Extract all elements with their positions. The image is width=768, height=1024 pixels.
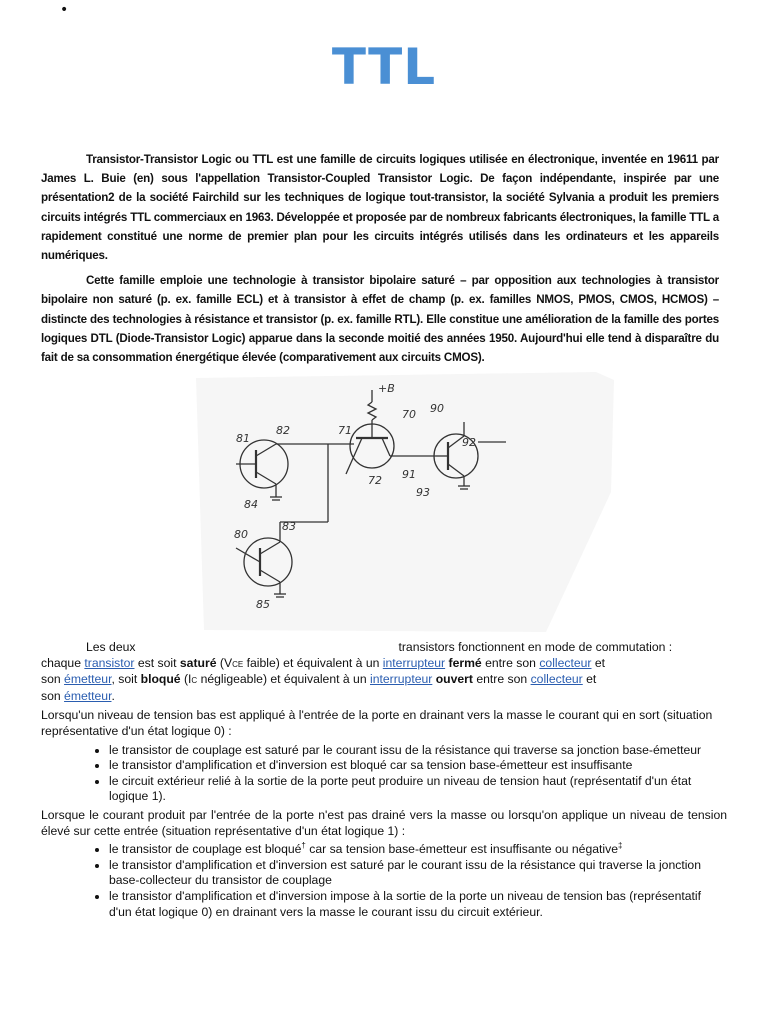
body-paragraph-3: Lorsque le courant produit par l'entrée de la porte n'est pas drainé vers la masse ou lorsqu'on applique un niveau de tension élevé sur cette entrée (situation représentative d'un état logique 1) : bbox=[41, 807, 727, 838]
list-item: • le transistor d'amplification et d'inversion impose à la sortie de la porte un niveau de tension bas (représentatif d'un état logique 0) en drainant vers la masse le courant issu du circuit extérieur. bbox=[109, 889, 727, 920]
p1-text: son bbox=[41, 688, 61, 703]
label-92: 92 bbox=[462, 436, 476, 449]
p1-text: (V bbox=[219, 655, 233, 670]
label-93: 93 bbox=[416, 486, 430, 499]
label-71: 71 bbox=[338, 424, 352, 437]
label-85: 85 bbox=[256, 598, 270, 611]
p1-bold-ouvert: ouvert bbox=[435, 672, 473, 687]
list-item: • le transistor de couplage est saturé par le courant issu de la résistance qui traverse sa jonction base-émetteur bbox=[109, 743, 727, 759]
link-emetteur[interactable]: émetteur bbox=[64, 672, 112, 687]
intro-paragraph-1: Transistor-Transistor Logic ou TTL est une famille de circuits logiques utilisée en électronique, inventée en 19611 par James L. Buie (en) sous l'appellation Transistor-Coupled Transistor Logic. De façon indépendante, inspirée par une présentation2 de la société Fairchild sur les techniques de logique tout-transistor, la société Sylvania a produit les premiers circuits intégrés TTL commerciaux en 1963. Développée et proposée par de nombreux fabricants électroniques, la famille TTL a rapidement constitué une norme de premier plan pour les circuits intégrés utilisés dans les ordinateurs et les appareils numériques. bbox=[41, 153, 719, 263]
label-72: 72 bbox=[368, 474, 382, 487]
body-p1-after-gap: transistors fonctionnent en mode de commutation : bbox=[398, 640, 673, 654]
label-90: 90 bbox=[430, 402, 444, 415]
link-transistor[interactable]: transistor bbox=[84, 655, 135, 670]
p1-text: est soit bbox=[137, 655, 177, 670]
p1-text: (I bbox=[183, 672, 192, 687]
list-item: • le transistor d'amplification et d'inversion est saturé par le courant issu de la résistance qui traverse la jonction base-collecteur du transistor de couplage bbox=[109, 858, 727, 889]
body-p1-start: Les deux bbox=[86, 640, 136, 654]
list-item bbox=[109, 842, 727, 858]
p1-text: chaque bbox=[41, 655, 81, 670]
link-collecteur[interactable]: collecteur bbox=[530, 672, 583, 687]
p1-text: faible) et équivalent à un bbox=[246, 655, 380, 670]
list-state-1 bbox=[41, 842, 727, 920]
p1-bold-sature: saturé bbox=[179, 655, 217, 670]
stray-bullet: • bbox=[60, 2, 69, 18]
body-paragraph-2: Lorsqu'un niveau de tension bas est appliqué à l'entrée de la porte en drainant vers la masse le courant qui en sort (situation représentative d'un état logique 0) : bbox=[41, 708, 713, 738]
body-paragraph-1 bbox=[41, 656, 727, 705]
body-paragraph-1-line-1 bbox=[41, 640, 727, 656]
p1-text: son bbox=[41, 672, 61, 687]
intro-paragraph-2: Cette famille emploie une technologie à transistor bipolaire saturé – par opposition aux technologies à transistor bipolaire non saturé (p. ex. famille ECL) et à transistor à effet de champ (p. ex. familles NMOS, PMOS, CMOS, HCMOS) – distincte des technologies à résistance et transistor (p. ex. famille RTL). Elle constitue une amélioration de la famille des portes logiques DTL (Diode-Transistor Logic) apparue dans la seconde moitié des années 1950. Aujourd'hui elle tend à disparaître du fait de sa consommation énergétique élevée (comparativement aux circuits CMOS). bbox=[41, 274, 719, 365]
ttl-circuit-diagram bbox=[196, 372, 616, 634]
label-supply: +B bbox=[378, 382, 395, 395]
link-interrupteur[interactable]: interrupteur bbox=[370, 672, 433, 687]
subscript-c: C bbox=[191, 676, 198, 686]
label-82: 82 bbox=[276, 424, 290, 437]
p1-text: , soit bbox=[111, 672, 138, 687]
page-title: TTL bbox=[331, 38, 437, 96]
p1-text: négligeable) et équivalent à un bbox=[200, 672, 367, 687]
label-91: 91 bbox=[402, 468, 416, 481]
footnote-double-dagger: ‡ bbox=[617, 841, 623, 851]
label-83: 83 bbox=[282, 520, 296, 533]
list-item: • le circuit extérieur relié à la sortie de la porte peut produire un niveau de tension haut (représentatif d'un état logique 1). bbox=[109, 774, 727, 805]
p1-text: entre son bbox=[485, 655, 536, 670]
p1-bold-bloque: bloqué bbox=[140, 672, 181, 687]
p1-text: entre son bbox=[476, 672, 528, 687]
list-state-0 bbox=[41, 743, 727, 805]
list-item: • le transistor d'amplification et d'inversion est bloqué car sa tension base-émetteur est insuffisante bbox=[109, 758, 727, 774]
footnote-dagger: † bbox=[301, 841, 306, 851]
list-item-text: car sa tension base-émetteur est insuffisante ou négative bbox=[305, 842, 618, 857]
intro-section bbox=[41, 150, 719, 367]
link-emetteur[interactable]: émetteur bbox=[64, 688, 112, 703]
label-84: 84 bbox=[244, 498, 258, 511]
label-81: 81 bbox=[236, 432, 250, 445]
p1-bold-ferme: fermé bbox=[448, 655, 482, 670]
link-collecteur[interactable]: collecteur bbox=[539, 655, 592, 670]
p1-text: . bbox=[111, 688, 115, 703]
subscript-ce: CE bbox=[232, 659, 244, 669]
link-interrupteur[interactable]: interrupteur bbox=[382, 655, 446, 670]
list-item-text: le transistor de couplage est bloqué bbox=[109, 842, 302, 857]
p1-text: et bbox=[594, 655, 606, 670]
label-70: 70 bbox=[402, 408, 416, 421]
body-section bbox=[41, 640, 727, 923]
p1-text: et bbox=[586, 672, 597, 687]
label-80: 80 bbox=[234, 528, 248, 541]
